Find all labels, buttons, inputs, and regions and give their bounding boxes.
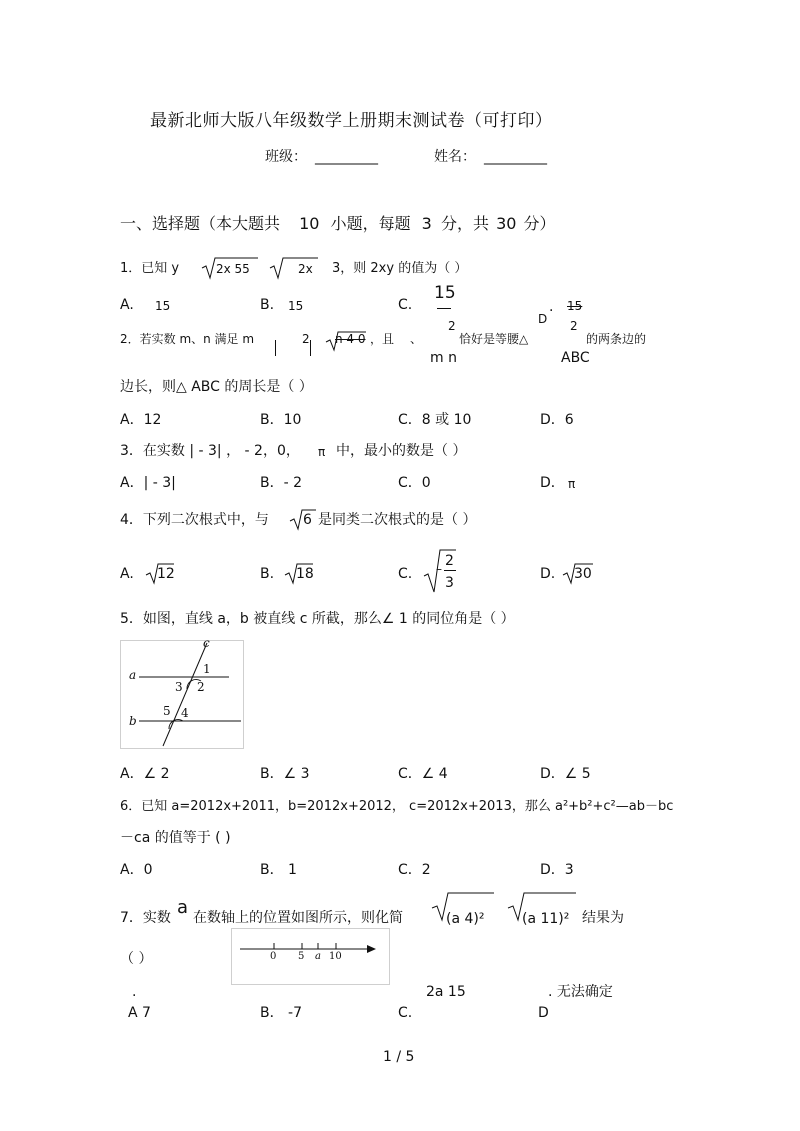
q2-option-c: C．8 或 10 bbox=[398, 412, 472, 428]
q6-option-b: B． 1 bbox=[260, 862, 297, 878]
q1-option-c-numerator: 15 bbox=[434, 283, 456, 303]
label-a: a bbox=[129, 668, 137, 682]
q4-option-a-radicand: 12 bbox=[157, 566, 175, 582]
q7-option-d-text: . 无法确定 bbox=[548, 984, 613, 1000]
q5-option-b: B．∠ 3 bbox=[260, 766, 310, 782]
q7-option-a: A 7 bbox=[128, 1005, 151, 1021]
q1-c-denominator: 2 bbox=[448, 319, 456, 333]
q2-dun: 、 bbox=[410, 332, 423, 346]
q7-stem-c: 结果为 bbox=[582, 910, 624, 926]
q4-option-c-fraction-bar bbox=[444, 570, 456, 571]
line-c bbox=[163, 643, 207, 746]
q7-option-b: B． -7 bbox=[260, 1005, 303, 1021]
q1-option-a-value: 15 bbox=[155, 299, 171, 313]
section-count: 10 bbox=[299, 214, 320, 233]
axis-label-5: 5 bbox=[298, 951, 305, 962]
q2-condition: 恰好是等腰△ bbox=[459, 332, 529, 346]
q3-option-a: A．| - 3| bbox=[120, 475, 176, 491]
q7-stem-a: 7．实数 bbox=[120, 910, 171, 926]
q1-stem-b: 3，则 2xy 的值为（ ） bbox=[332, 261, 468, 276]
label-5: 5 bbox=[163, 704, 171, 718]
q4-option-a: A. bbox=[120, 566, 134, 582]
q6-option-d: D．3 bbox=[540, 862, 574, 878]
q4-radicand: 6 bbox=[303, 512, 312, 528]
q5-option-a: A．∠ 2 bbox=[120, 766, 170, 782]
q7-option-c: C. bbox=[398, 1005, 413, 1021]
q2-m-n: m n bbox=[430, 350, 457, 366]
q2-option-d: D．6 bbox=[540, 412, 574, 428]
page-title: 最新北师大版八年级数学上册期末测试卷（可打印） bbox=[150, 111, 553, 131]
q5-stem: 5．如图，直线 a，b 被直线 c 所截，那么∠ 1 的同位角是（ ） bbox=[120, 611, 515, 627]
q2-option-b: B．10 bbox=[260, 412, 302, 428]
q4-option-c: C. bbox=[398, 566, 413, 582]
q4-option-d-radicand: 30 bbox=[574, 566, 592, 582]
q5-option-d: D．∠ 5 bbox=[540, 766, 591, 782]
q7-number-line-figure bbox=[231, 928, 390, 985]
q7-paren: （ ） bbox=[120, 951, 153, 967]
q7-variable-a: a bbox=[177, 897, 189, 918]
section-suffix: 分） bbox=[523, 214, 556, 233]
name-blank: _________ bbox=[484, 149, 547, 165]
section-heading bbox=[120, 216, 556, 232]
q5-figure bbox=[120, 636, 244, 749]
q1-option-d-dot: . bbox=[549, 299, 554, 315]
q3-option-c: C．0 bbox=[398, 475, 431, 491]
q6-option-c: C．2 bbox=[398, 862, 431, 878]
q7-option-a-dot: . bbox=[132, 984, 137, 1000]
section-mid2: 分，共 bbox=[440, 214, 489, 233]
q2-option-a: A．12 bbox=[120, 412, 162, 428]
q7-radicand-2: (a 11)² bbox=[522, 911, 570, 927]
q6-stem-line1: 6．已知 a=2012x+2011，b=2012x+2012， c=2012x+2013，那么 a²+b²+c²—ab－bc bbox=[120, 799, 674, 814]
q1-rad1-text: 2x 55 bbox=[216, 262, 250, 276]
axis-label-0: 0 bbox=[270, 951, 277, 962]
q1-option-c-fraction-bar bbox=[437, 308, 451, 309]
q4-option-c-denominator: 3 bbox=[445, 575, 454, 591]
label-1: 1 bbox=[203, 662, 211, 676]
axis-label-a: a bbox=[315, 951, 321, 962]
q7-stem-b: 在数轴上的位置如图所示，则化简 bbox=[193, 910, 403, 926]
q1-stem-a: 1．已知 y bbox=[120, 261, 180, 276]
section-mid: 小题，每题 bbox=[330, 214, 411, 233]
q7-option-d: D bbox=[538, 1005, 549, 1021]
class-label: 班级： bbox=[265, 149, 307, 165]
label-4: 4 bbox=[181, 706, 189, 720]
section-total: 30 bbox=[496, 214, 517, 233]
label-2: 2 bbox=[197, 680, 205, 694]
q6-option-a: A．0 bbox=[120, 862, 153, 878]
q7-radicand-1: (a 4)² bbox=[446, 911, 485, 927]
class-blank: _________ bbox=[315, 149, 378, 165]
page-number: 1 / 5 bbox=[383, 1049, 415, 1065]
q1-option-b-value: 15 bbox=[288, 299, 304, 313]
q1-rad2-text: 2x bbox=[298, 262, 313, 276]
q1-option-d: D bbox=[538, 312, 548, 326]
q2-stem-line2: 边长，则△ ABC 的周长是（ ） bbox=[120, 379, 313, 395]
q2-abs-bar-right bbox=[310, 340, 311, 356]
q2-abc: ABC bbox=[561, 350, 590, 366]
q3-stem: 3．在实数 | - 3| ， - 2，0， bbox=[120, 443, 300, 459]
q1-option-c: C. bbox=[398, 297, 413, 313]
q2-qie: ，且 bbox=[370, 332, 395, 346]
q7-option-c-expression: 2a 15 bbox=[426, 984, 466, 1000]
q2-n-minus-4: n 4 0 bbox=[335, 332, 366, 346]
q2-tail: 的两条边的 bbox=[586, 332, 647, 346]
label-3: 3 bbox=[175, 680, 183, 694]
q4-stem-b: 是同类二次根式的是（ ） bbox=[318, 512, 477, 528]
q3-option-d: D． bbox=[540, 475, 565, 491]
q2-two: 2 bbox=[302, 332, 310, 346]
q4-option-d: D. bbox=[540, 566, 556, 582]
q3-stem-end: 中，最小的数是（ ） bbox=[336, 443, 467, 459]
axis-label-10: 10 bbox=[329, 951, 342, 962]
q4-option-b: B. bbox=[260, 566, 275, 582]
q5-option-c: C．∠ 4 bbox=[398, 766, 448, 782]
q3-option-b: B．- 2 bbox=[260, 475, 303, 491]
label-b: b bbox=[129, 714, 137, 728]
q3-pi: π bbox=[318, 445, 326, 459]
q1-option-a: A. bbox=[120, 297, 134, 313]
name-label: 姓名： bbox=[434, 149, 476, 165]
q5-figure-lines bbox=[121, 641, 243, 748]
section-score: 3 bbox=[421, 214, 432, 233]
q3-option-d-pi: π bbox=[568, 477, 576, 491]
q2-stem: 2．若实数 m、n 满足 m bbox=[120, 332, 255, 346]
q4-stem-a: 4．下列二次根式中，与 bbox=[120, 512, 269, 528]
q2-abs-bar-left bbox=[275, 340, 276, 356]
q6-stem-line2: －ca 的值等于 ( ) bbox=[120, 830, 231, 846]
q1-option-d-numerator: 15 bbox=[567, 299, 583, 313]
label-c: c bbox=[203, 636, 210, 650]
q1-option-d-denominator: 2 bbox=[570, 319, 578, 333]
q1-option-b: B. bbox=[260, 297, 275, 313]
q7-number-line bbox=[232, 929, 389, 984]
q4-option-c-minus: – bbox=[436, 562, 442, 576]
section-prefix: 一、选择题（本大题共 bbox=[120, 214, 281, 233]
q4-option-c-numerator: 2 bbox=[445, 553, 454, 569]
q4-option-b-radicand: 18 bbox=[296, 566, 314, 582]
